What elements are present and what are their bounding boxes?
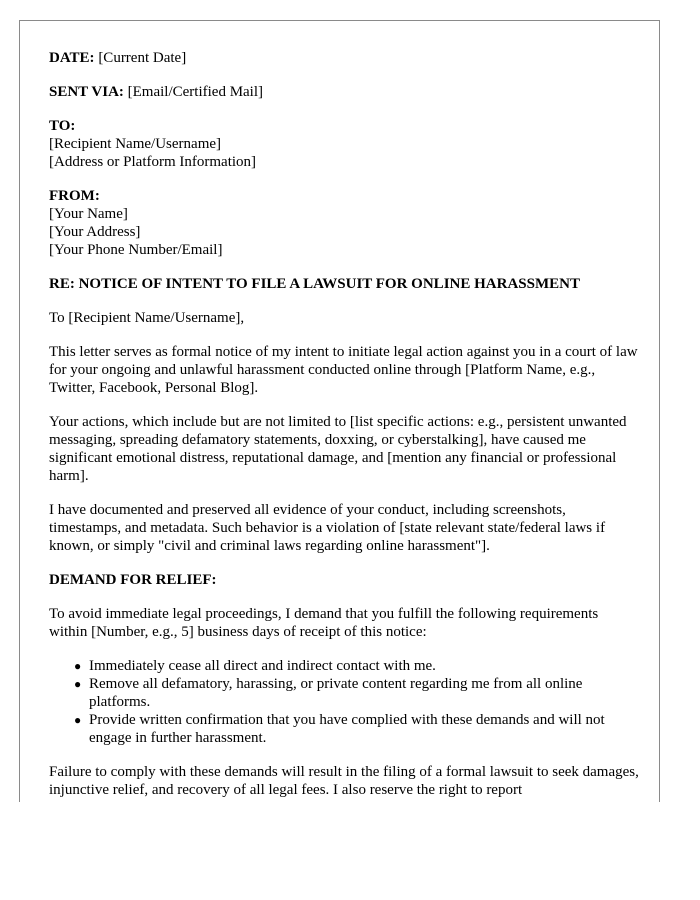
paragraph-evidence: I have documented and preserved all evidence of your conduct, including screenshots, timestamps, and metadata. Such behavior is a violation of [state relevant state/federal laws if known, or simply "civil and criminal laws regarding online harassment"].: [49, 502, 606, 554]
salutation: To [Recipient Name/Username],: [49, 310, 245, 326]
paragraph-intent: This letter serves as formal notice of my intent to initiate legal action against you in a court of law for your ongoing and unlawful harassment conducted online through [Platform Name, e.g., Twitter, Facebook, Personal Blog].: [49, 344, 638, 396]
demand-intro: To avoid immediate legal proceedings, I demand that you fulfill the following requirements within [Number, e.g., 5] business days of receipt of this notice:: [49, 606, 599, 640]
to-block: [49, 117, 639, 171]
sent-via-line: [49, 83, 639, 101]
from-address: [Your Address]: [49, 224, 141, 240]
bullet-icon: ●: [74, 677, 82, 691]
date-label: DATE:: [49, 50, 95, 66]
from-block: [49, 187, 639, 259]
bullet-icon: ●: [74, 659, 82, 673]
from-contact: [Your Phone Number/Email]: [49, 242, 223, 258]
letter-content: [49, 49, 639, 802]
paragraph-actions: Your actions, which include but are not limited to [list specific actions: e.g., persistent unwanted messaging, spreading defamatory statements, doxxing, or cyberstalking], have caused me significant emotional distress, reputational damage, and [mention any financial or professional harm].: [49, 414, 627, 484]
demand-item-text: Provide written confirmation that you have complied with these demands and will not engage in further harassment.: [89, 712, 605, 746]
to-recipient-name: [Recipient Name/Username]: [49, 136, 222, 152]
demand-list: [49, 657, 639, 747]
sent-via-value: [Email/Certified Mail]: [127, 84, 264, 100]
demand-item-text: Remove all defamatory, harassing, or private content regarding me from all online platforms.: [89, 676, 583, 710]
paragraph-closing: Failure to comply with these demands will result in the filing of a formal lawsuit to seek damages, injunctive relief, and recovery of all legal fees. I also reserve the right to report: [49, 764, 639, 798]
to-address: [Address or Platform Information]: [49, 154, 257, 170]
subject-line: RE: NOTICE OF INTENT TO FILE A LAWSUIT FOR ONLINE HARASSMENT: [49, 276, 580, 292]
sent-via-label: SENT VIA:: [49, 84, 124, 100]
letter-page: [19, 20, 660, 802]
demand-heading: DEMAND FOR RELIEF:: [49, 572, 217, 588]
from-name: [Your Name]: [49, 206, 128, 222]
from-label: FROM:: [49, 188, 100, 204]
bullet-icon: ●: [74, 713, 82, 727]
to-label: TO:: [49, 118, 76, 134]
date-value: [Current Date]: [98, 50, 187, 66]
demand-item-text: Immediately cease all direct and indirect contact with me.: [89, 658, 436, 674]
date-line: [49, 49, 639, 67]
list-item: [74, 675, 639, 711]
list-item: [74, 711, 639, 747]
list-item: [74, 657, 639, 675]
